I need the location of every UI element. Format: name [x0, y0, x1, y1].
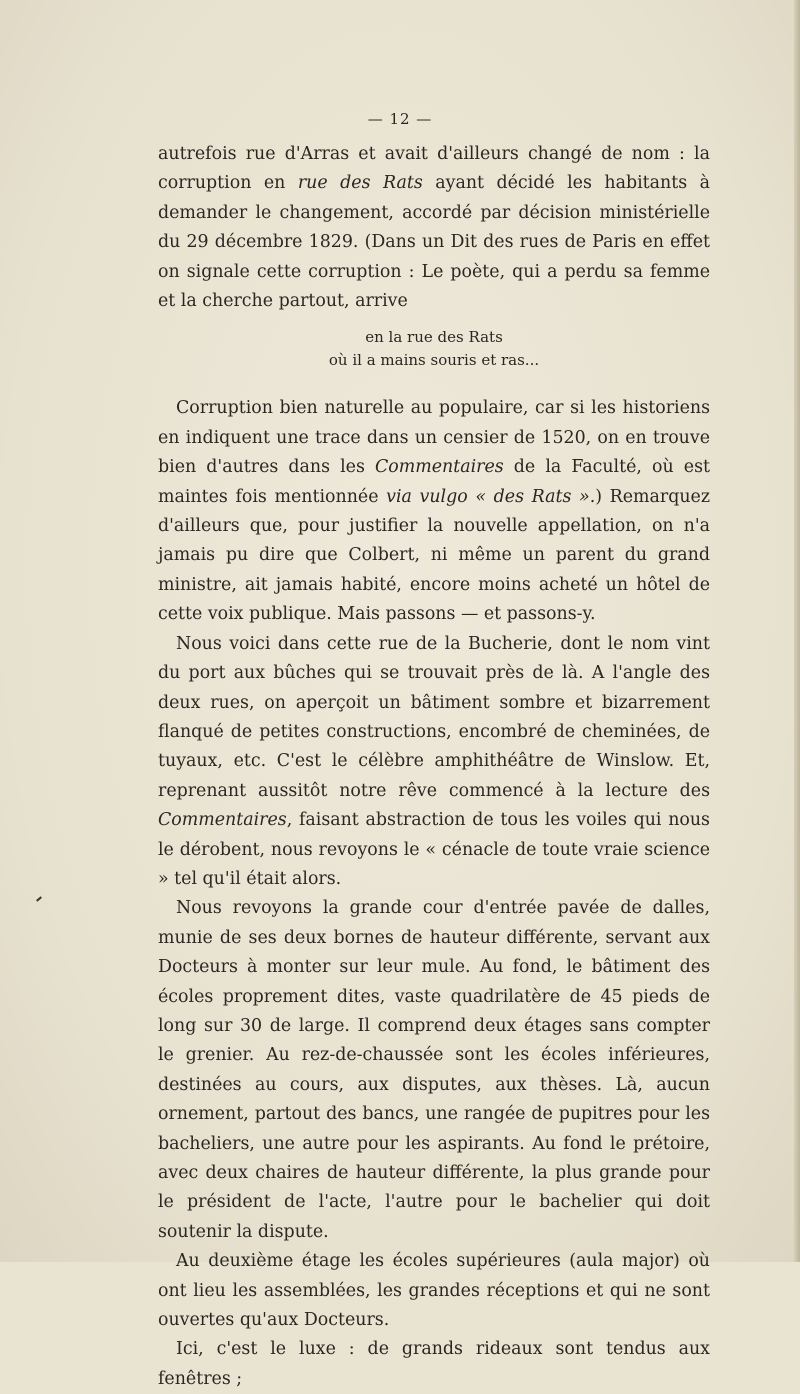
paragraph-3: Nous voici dans cette rue de la Bucherie, dont le nom vint du port aux bûches qui se trouvait près de là. A l'angle des deux rues, on aperçoit un bâtiment sombre et bizarrement flanqué de petites constructions, encombré de cheminées, de tuyaux, etc. C'est le célèbre amphithéâtre de Winslow. Et, reprenant aussitôt notre rêve commencé à la lecture des Commentaires, faisant abstraction de tous les voiles qui nous le dérobent, nous revoyons le « cénacle de toute vraie science » tel qu'il était alors. — [158, 633, 710, 889]
italic-commentaires-2: Commentaires — [158, 810, 287, 831]
italic-commentaires-1: Commentaires — [375, 457, 504, 478]
verse-line-2: où il a mains souris et ras... — [328, 351, 540, 370]
verse-quotation — [158, 326, 710, 372]
italic-rue-des-rats: rue des Rats — [297, 173, 423, 194]
body-text — [158, 140, 710, 1394]
paragraph-6: Ici, c'est le luxe : de grands rideaux sont tendus aux fenêtres ; — [158, 1339, 710, 1389]
page-number: — 12 — — [367, 110, 433, 128]
page-edge — [794, 0, 800, 1262]
paragraph-2: Corruption bien naturelle au populaire, car si les historiens en indiquent une trace dans un censier de 1520, on en trouve bien d'autres dans les Commentaires de la Faculté, où est maintes fois mentionnée via vulgo « des Rats ».) Remarquez d'ailleurs que, pour justifier la nouvelle appellation, on n'a jamais pu dire que Colbert, ni même un parent du grand ministre, ait jamais habité, encore moins acheté un hôtel de cette voix publique. Mais passons — et passons-y. — [158, 398, 711, 625]
verse-line-1: en la rue des Rats — [365, 328, 503, 347]
italic-via-vulgo: via vulgo « des Rats » — [386, 486, 590, 507]
paragraph-5: Au deuxième étage les écoles supérieures (aula major) où ont lieu les assemblées, les grandes réceptions et qui ne sont ouvertes qu'aux Docteurs. — [158, 1251, 710, 1331]
paragraph-4: Nous revoyons la grande cour d'entrée pavée de dalles, munie de ses deux bornes de hauteur différente, servant aux Docteurs à monter sur leur mule. Au fond, le bâtiment des écoles proprement dites, vaste quadrilatère de 45 pieds de long sur 30 de large. Il comprend deux étages sans compter le grenier. Au rez-de-chaussée sont les écoles inférieures, destinées au cours, aux disputes, aux thèses. Là, aucun ornement, partout des bancs, une rangée de pupitres pour les bacheliers, une autre pour les aspirants. Au fond le prétoire, avec deux chaires de hauteur différente, la plus grande pour le président de l'acte, l'autre pour le bachelier qui doit soutenir la dispute. — [158, 898, 710, 1242]
margin-mark — [36, 896, 42, 901]
paragraph-1: autrefois rue d'Arras et avait d'ailleurs changé de nom : la corruption en rue des Rats ayant décidé les habitants à demander le changement, accordé par décision ministérielle du 29 décembre 1829. (Dans un Dit des rues de Paris en effet on signale cette corruption : Le poète, qui a perdu sa femme et la cherche partout, arrive — [158, 144, 710, 312]
